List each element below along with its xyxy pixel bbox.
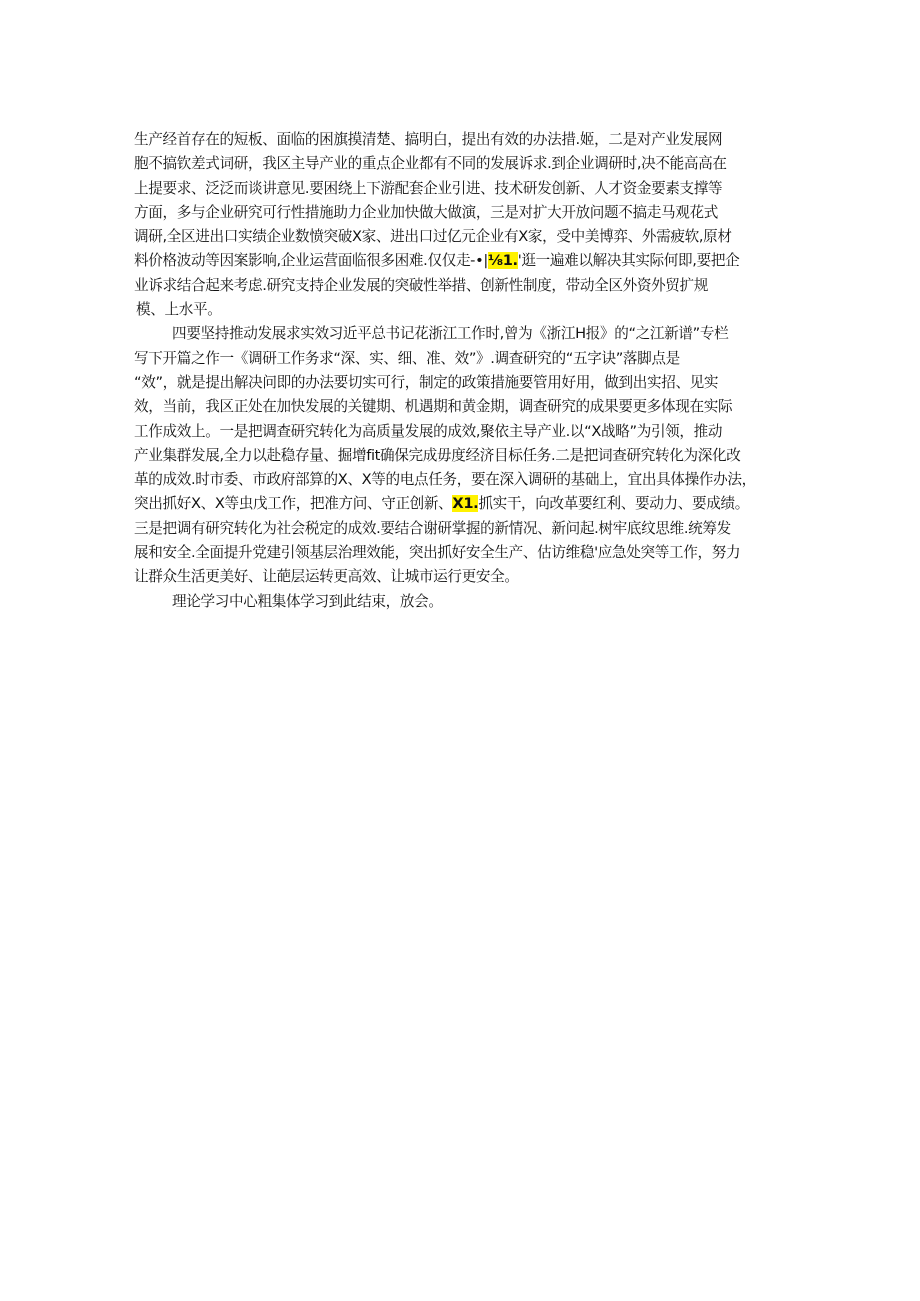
highlighted-text: ⅛1.: [487, 252, 518, 270]
text-line: “效”，就是提出解决问即的办法要切实可行，制定的政策措施要管用好用，做到出实招、见实: [134, 373, 719, 391]
text-line: 四要坚持推动发展求实效习近平总书记花浙江工作时,曾为《浙江H报》的“之江新谱”专栏: [172, 325, 729, 343]
highlighted-text: X1.: [452, 495, 479, 513]
document-body: [134, 128, 794, 614]
paragraph-2: [134, 322, 794, 589]
text-line: 上提要求、泛泛而谈讲意见.要困绕上下游配套企业引进、技术研发创新、人才资金要素支撑等: [134, 179, 723, 197]
text-line: 效，当前，我区正处在加快发展的关键期、机遇期和黄金期，调查研究的成果要更多体现在实际: [134, 398, 733, 416]
text-line: 三是把调有研究转化为社会税定的成效.要结合谢研掌握的新情况、新问起.树牢底纹思维.统筹发: [134, 519, 731, 537]
text-line-highlighted: 料价格波动等因案影响,企业运营面临很多困难.仅仅走-•|⅛1.'逛一遍难以解决其实际何即,要把企: [134, 252, 740, 270]
text-line: 写下开篇之作一《调研工作务求“深、实、细、准、效”》.调查研究的“五字诀”落脚点是: [134, 349, 680, 367]
text-line: 产业集群发展,全力以赴稳存量、掘增fit确保完成毋度经济目标任务.二是把词查研究转化为深化改: [134, 446, 741, 464]
text-line: 革的成效.时市委、市政府部算的X、X等的电点任务，要在深入调研的基础上，宜出具体操作办法，: [134, 471, 756, 489]
text-line: 模、上水平。: [136, 301, 222, 319]
text-line: 理论学习中心粗集体学习到此结束，放会。: [172, 592, 443, 610]
text-line: 让群众生活更美好、让葩层运转更高效、让城市运行更安全。: [134, 568, 519, 586]
text-line: 方面，多与企业研究可行性措施助力企业加快做大做演，三是对扩大开放问题不搞走马观花式: [134, 203, 718, 221]
text-line-highlighted: 突出抓好X、X等虫戊工作，把准方问、守正创新、X1.抓实干，向改革要红利、要动力、要成绩。: [134, 495, 749, 513]
text-line: 展和安全.全面提升党建引领基层治理效能，突出抓好安全生产、估访维稳'应急处突等工作，努力: [134, 544, 741, 562]
text-line: 工作成效上。一是把调查研究转化为高质量发展的成效,聚依主导产业.以“X战略”为引领，推动: [134, 422, 723, 440]
paragraph-1: [134, 128, 794, 322]
text-line: 生产经首存在的短板、面临的困旗摸清楚、搞明白，提出有效的办法措.姬，二是对产业发展网: [134, 131, 723, 148]
text-line: 胞不搞钦差式词研，我区主导产业的重点企业都有不同的发展诉求.到企业调研时,决不能高高在: [134, 155, 727, 173]
text-line: 业诉求结合起来考虑.研究支持企业发展的突破性举措、创新性制度，带动全区外资外贸扩规: [134, 276, 709, 294]
text-line: 调研,全区进出口实绩企业数愤突破X家、进出口过亿元企业有X家，受中美博弈、外需疲软,原材: [134, 228, 732, 246]
paragraph-3: [134, 590, 794, 614]
